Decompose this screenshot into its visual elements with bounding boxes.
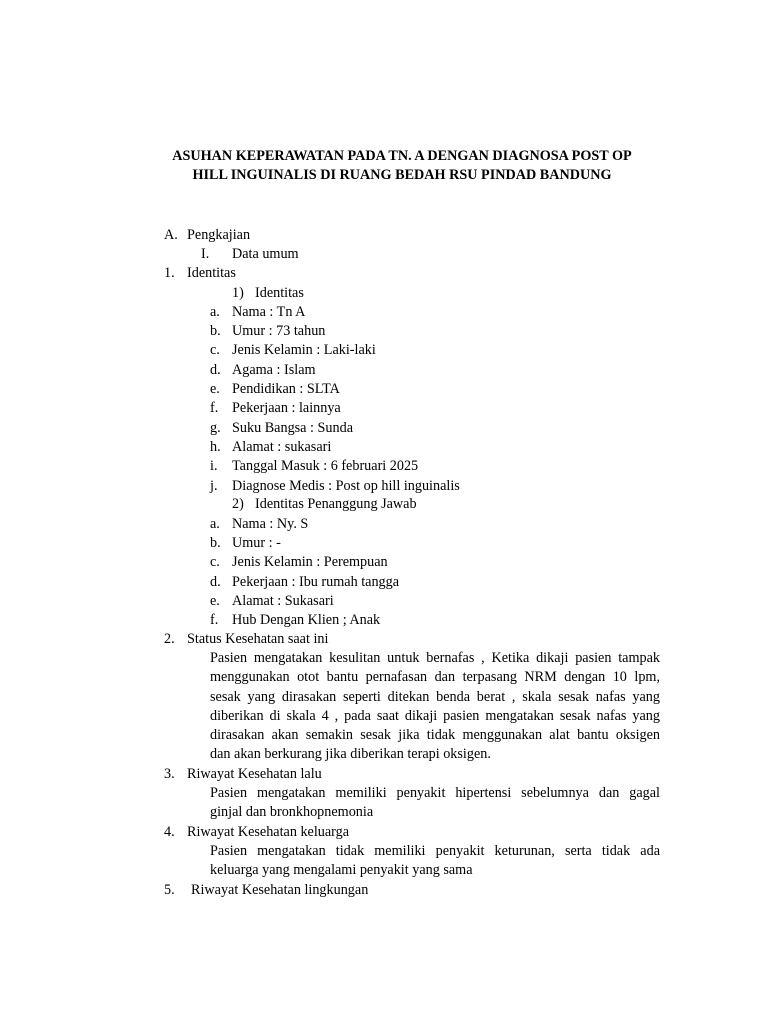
paragraph-line: ginjal dan bronkhopnemonia <box>210 804 374 821</box>
item-5-label: Riwayat Kesehatan lingkungan <box>191 882 369 898</box>
list-item: Suku Bangsa : Sunda <box>232 420 353 436</box>
list-item-marker: a. <box>210 516 220 532</box>
item-2-paragraph <box>210 649 660 765</box>
sub-2-marker: 2) <box>232 496 244 512</box>
sub-1-label: Identitas <box>255 285 304 301</box>
list-item: Jenis Kelamin : Laki-laki <box>232 342 376 358</box>
list-item: Pekerjaan : lainnya <box>232 400 341 416</box>
list-item-marker: d. <box>210 362 221 378</box>
list-item-marker: c. <box>210 554 220 570</box>
section-i-marker: I. <box>201 246 210 262</box>
list-item: Umur : - <box>232 535 281 551</box>
paragraph-line: dirasakan akan semakin sesak jika tidak menggunakan alat bantu oksigen <box>210 727 660 744</box>
list-item: Pekerjaan : Ibu rumah tangga <box>232 574 400 590</box>
paragraph-line: diberikan di skala 4 , pada saat dikaji pasien mengatakan sesak nafas yang <box>210 707 660 724</box>
list-item-marker: e. <box>210 593 220 609</box>
document-title-line-2: HILL INGUINALIS DI RUANG BEDAH RSU PINDAD BANDUNG <box>192 167 612 183</box>
list-item-marker: b. <box>210 535 221 551</box>
list-item-marker: c. <box>210 342 220 358</box>
item-1-marker: 1. <box>164 265 175 281</box>
list-item: Pendidikan : SLTA <box>232 381 340 397</box>
list-item: Agama : Islam <box>232 362 316 378</box>
sub-1-marker: 1) <box>232 285 244 301</box>
document-title-line-1: ASUHAN KEPERAWATAN PADA TN. A DENGAN DIAGNOSA POST OP <box>172 148 632 164</box>
list-item: Diagnose Medis : Post op hill inguinalis <box>232 478 460 494</box>
paragraph-line: Pasien mengatakan tidak memiliki penyakit keturunan, serta tidak ada <box>210 843 660 859</box>
list-item: Alamat : sukasari <box>232 439 332 455</box>
item-3-paragraph <box>210 784 660 823</box>
item-3-label: Riwayat Kesehatan lalu <box>187 766 322 782</box>
section-i-label: Data umum <box>232 246 299 262</box>
paragraph-line: menggunakan otot bantu pernafasan dan terpasang NRM dengan 10 lpm, <box>210 669 660 686</box>
section-a-label: Pengkajian <box>187 227 251 243</box>
list-item: Alamat : Sukasari <box>232 593 334 609</box>
list-item-marker: h. <box>210 439 221 455</box>
item-3-marker: 3. <box>164 766 175 782</box>
list-item-marker: d. <box>210 574 221 590</box>
list-item-marker: i. <box>210 458 218 474</box>
section-a-marker: A. <box>164 227 178 243</box>
list-item: Nama : Tn A <box>232 304 306 320</box>
item-2-marker: 2. <box>164 631 175 647</box>
paragraph-line: sesak yang dirasakan seperti ditekan benda berat , skala sesak nafas yang <box>210 688 660 705</box>
list-item-marker: f. <box>210 612 219 628</box>
item-4-label: Riwayat Kesehatan keluarga <box>187 824 350 840</box>
list-item-marker: f. <box>210 400 219 416</box>
list-item-marker: e. <box>210 381 220 397</box>
list-item: Umur : 73 tahun <box>232 323 326 339</box>
list-item: Hub Dengan Klien ; Anak <box>232 612 381 628</box>
paragraph-line: Pasien mengatakan kesulitan untuk bernafas , Ketika dikaji pasien tampak <box>210 650 660 666</box>
list-item-marker: b. <box>210 323 221 339</box>
list-item-marker: a. <box>210 304 220 320</box>
list-item: Nama : Ny. S <box>232 516 309 532</box>
paragraph-line: Pasien mengatakan memiliki penyakit hipertensi sebelumnya dan gagal <box>210 785 660 801</box>
sub-2-label: Identitas Penanggung Jawab <box>255 496 417 512</box>
item-1-label: Identitas <box>187 265 236 281</box>
item-4-marker: 4. <box>164 824 175 840</box>
item-5-marker: 5. <box>164 882 175 898</box>
paragraph-line: keluarga yang mengalami penyakit yang sama <box>210 862 473 879</box>
item-2-label: Status Kesehatan saat ini <box>187 631 329 647</box>
list-item: Tanggal Masuk : 6 februari 2025 <box>232 458 419 474</box>
item-4-paragraph <box>210 842 660 881</box>
paragraph-line: dan akan berkurang jika diberikan terapi oksigen. <box>210 746 491 763</box>
list-item-marker: g. <box>210 420 221 436</box>
list-item: Jenis Kelamin : Perempuan <box>232 554 388 570</box>
list-item-marker: j. <box>210 478 218 494</box>
